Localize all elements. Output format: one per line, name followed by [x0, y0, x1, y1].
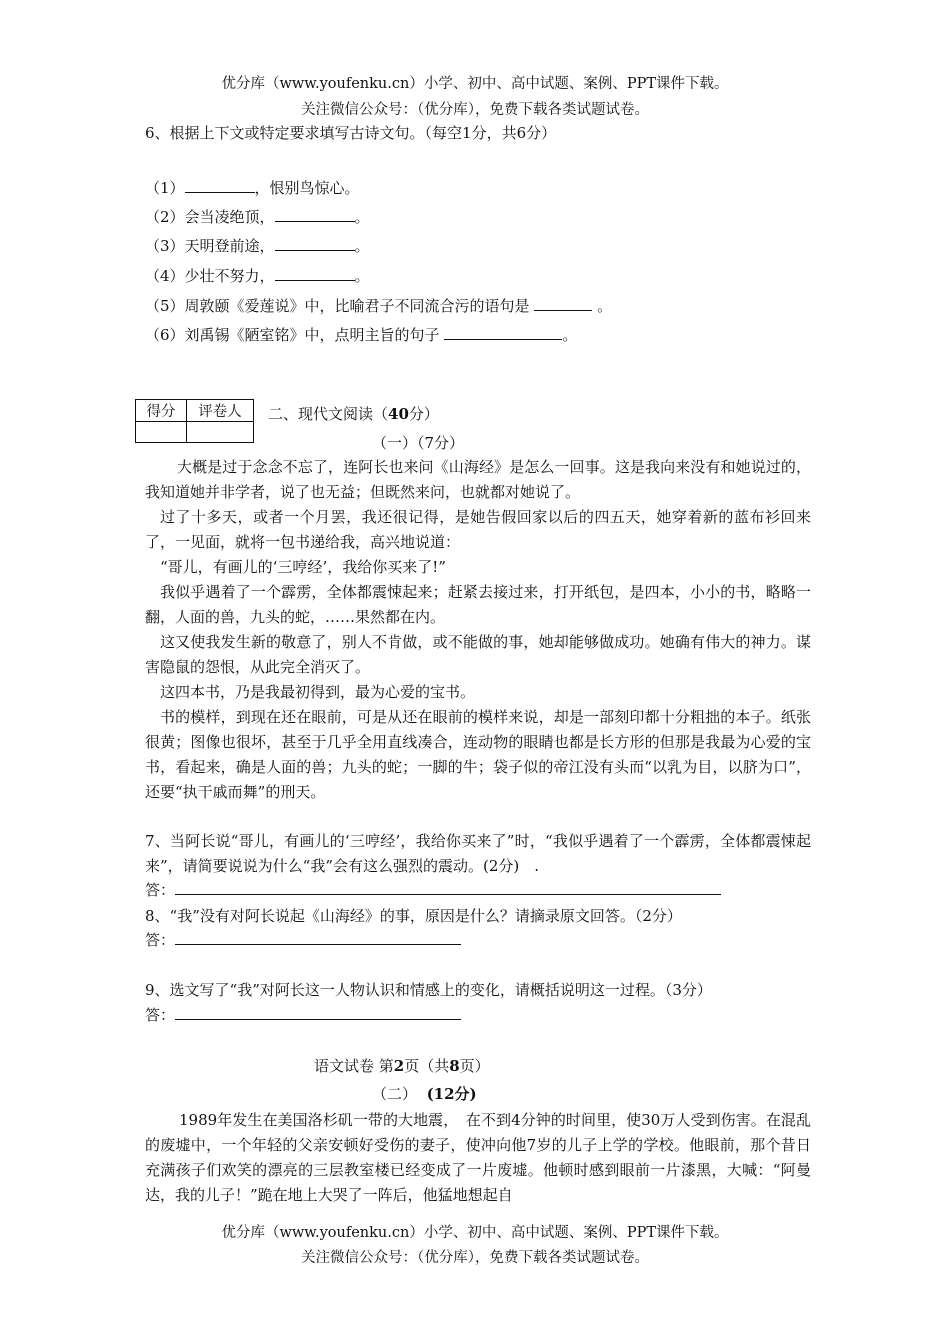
q6-item-4: （4）少壮不努力， 。	[145, 267, 370, 285]
passage1-paragraph: 我似乎遇着了一个霹雳，全体都震悚起来；赶紧去接过来，打开纸包，是四本，小小的书，略略一翻，人面的兽，九头的蛇，……果然都在内。	[145, 583, 811, 626]
answer-blank[interactable]	[275, 206, 355, 222]
part-1-title: （一）（7分）	[372, 434, 465, 452]
answer-blank[interactable]	[275, 235, 355, 251]
watermark-footer-line2: 关注微信公众号：（优分库），免费下载各类试题试卷。	[301, 1250, 649, 1266]
score-cell[interactable]	[136, 422, 187, 443]
q6-item-5: （5）周敦颐《爱莲说》中，比喻君子不同流合污的语句是 。	[145, 297, 613, 315]
answer-blank[interactable]	[534, 295, 592, 311]
q6-item-6: （6）刘禹锡《陋室铭》中，点明主旨的句子 。	[145, 326, 578, 344]
passage2-paragraph: 1989年发生在美国洛杉矶一带的大地震， 在不到4分钟的时间里，使30万人受到伤害。在混乱的废墟中，一个年轻的父亲安顿好受伤的妻子，使冲向他7岁的儿子上学的学校。他眼前，那个昔日充满孩子们欢笑的漂亮的三层教室楼已经变成了一片废墟。他顿时感到眼前一片漆黑，大喊：“阿曼达，我的儿子！”跪在地上大哭了一阵后，他猛地想起自	[145, 1111, 811, 1204]
answer-blank[interactable]	[275, 265, 355, 281]
answer-line[interactable]	[175, 929, 461, 945]
q7-answer: 答：	[145, 879, 721, 900]
watermark-header-line2: 关注微信公众号：（优分库），免费下载各类试题试卷。	[301, 102, 649, 118]
answer-line[interactable]	[175, 879, 721, 895]
q6-item-3: （3）天明登前途， 。	[145, 237, 370, 255]
grader-cell[interactable]	[187, 422, 254, 443]
page-footer: 语文试卷 第2页（共8页）	[314, 1057, 490, 1075]
section-2-title: 二、现代文阅读（40分）	[268, 405, 439, 423]
q8-answer: 答：	[145, 929, 461, 950]
passage1-paragraph: 书的模样，到现在还在眼前，可是从还在眼前的模样来说，却是一部刻印都十分粗拙的本子。纸张很黄；图像也很坏，甚至于几乎全用直线凑合，连动物的眼睛也都是长方形的但那是我最为心爱的宝书，看起来，确是人面的兽；九头的蛇；一脚的牛；袋子似的帝江没有头而“以乳为目，以脐为口”，还要“执干戚而舞”的刑天。	[145, 708, 811, 801]
passage1-paragraph: 这四本书，乃是我最初得到，最为心爱的宝书。	[160, 683, 476, 701]
q9-answer: 答：	[145, 1004, 461, 1025]
q6-title: 6、根据上下文或特定要求填写古诗文句。（每空1分，共6分）	[145, 124, 557, 142]
grader-header: 评卷人	[187, 400, 254, 422]
q9-text: 9、选文写了“我”对阿长这一人物认识和情感上的变化，请概括说明这一过程。（3分）	[145, 981, 712, 999]
answer-blank[interactable]	[444, 324, 562, 340]
answer-blank[interactable]	[185, 177, 255, 193]
watermark-footer-line1: 优分库（www.youfenku.cn）小学、初中、高中试题、案例、PPT课件下载。	[221, 1225, 729, 1241]
answer-line[interactable]	[175, 1004, 461, 1020]
passage1-paragraph: 大概是过于念念不忘了，连阿长也来问《山海经》是怎么一回事。这是我向来没有和她说过的，我知道她并非学者，说了也无益；但既然来问，也就都对她说了。	[145, 458, 811, 501]
passage1-paragraph: “哥儿，有画儿的‘三哼经’，我给你买来了!”	[160, 558, 446, 576]
q6-item-2: （2）会当凌绝顶， 。	[145, 208, 370, 226]
part-2-title: （二） (12分)	[372, 1085, 477, 1103]
passage1-paragraph: 这又使我发生新的敬意了，别人不肯做，或不能做的事，她却能够做成功。她确有伟大的神力。谋害隐鼠的怨恨，从此完全消灭了。	[145, 633, 811, 676]
score-header: 得分	[136, 400, 187, 422]
score-table	[135, 399, 254, 443]
q6-item-1: （1） ，恨别鸟惊心。	[145, 179, 360, 197]
q8-text: 8、“我”没有对阿长说起《山海经》的事，原因是什么？请摘录原文回答。（2分）	[145, 907, 682, 925]
watermark-header-line1: 优分库（www.youfenku.cn）小学、初中、高中试题、案例、PPT课件下载。	[221, 76, 729, 92]
q7-text: 7、当阿长说“哥儿，有画儿的‘三哼经’，我给你买来了”时，“我似乎遇着了一个霹雳，全体都震悚起来”，请简要说说为什么“我”会有这么强烈的震动。(2分) .	[145, 832, 811, 875]
passage1-paragraph: 过了十多天，或者一个月罢，我还很记得，是她告假回家以后的四五天，她穿着新的蓝布衫回来了，一见面，就将一包书递给我，高兴地说道：	[145, 508, 811, 551]
